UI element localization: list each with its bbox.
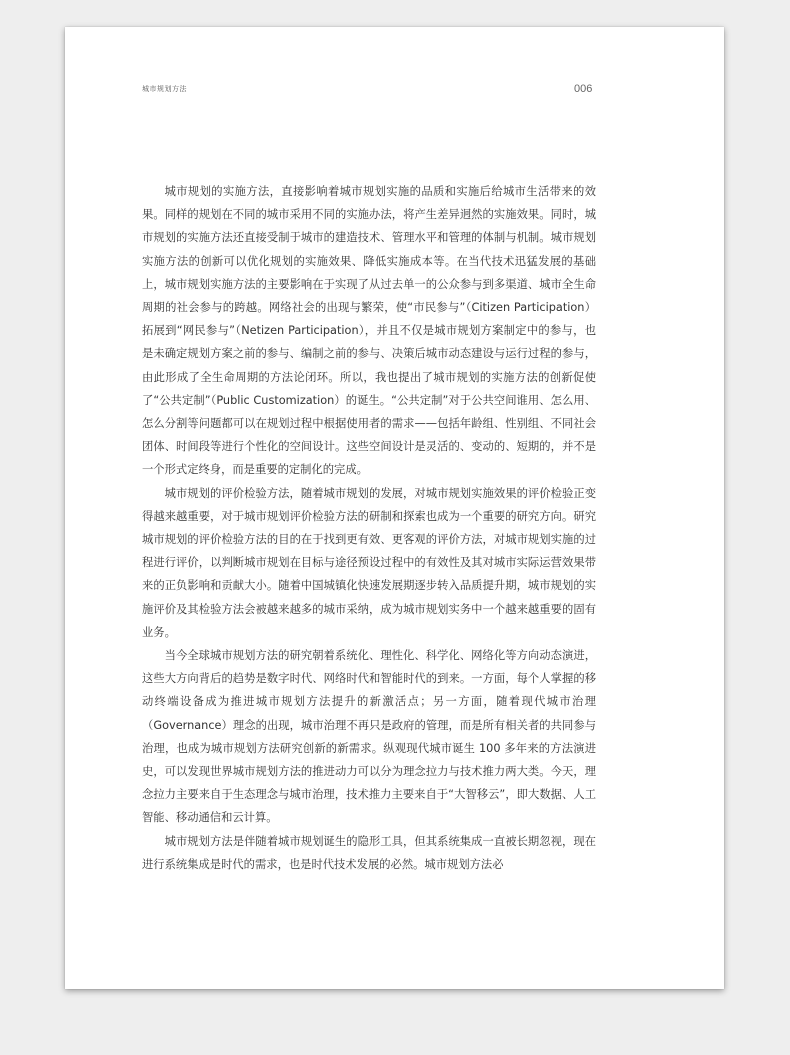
paragraph: 当今全球城市规划方法的研究朝着系统化、理性化、科学化、网络化等方向动态演进，这些大方向背后的趋势是数字时代、网络时代和智能时代的到来。一方面，每个人掌握的移动终端设备成为推进城市规划方法提升的新激活点；另一方面，随着现代城市治理（Governance）理念的出现，城市治理不再只是政府的管理，而是所有相关者的共同参与治理，也成为城市规划方法研究创新的新需求。纵观现代城市诞生 100 多年来的方法演进史，可以发现世界城市规划方法的推进动力可以分为理念拉力与技术推力两大类。今天，理念拉力主要来自于生态理念与城市治理，技术推力主要来自于“大智移云”，即大数据、人工智能、移动通信和云计算。	[142, 649, 596, 825]
body-text	[142, 180, 596, 876]
page-number: 006	[574, 83, 593, 95]
running-header-title: 城市规划方法	[142, 85, 187, 93]
paragraph: 城市规划的实施方法，直接影响着城市规划实施的品质和实施后给城市生活带来的效果。同样的规划在不同的城市采用不同的实施办法，将产生差异迥然的实施效果。同时，城市规划的实施方法还直接受制于城市的建造技术、管理水平和管理的体制与机制。城市规划实施方法的创新可以优化规划的实施效果、降低实施成本等。在当代技术迅猛发展的基础上，城市规划实施方法的主要影响在于实现了从过去单一的公众参与到多渠道、城市全生命周期的社会参与的跨越。网络社会的出现与繁荣，使“市民参与”（Citizen Participation）拓展到“网民参与”（Netizen Participation），并且不仅是城市规划方案制定中的参与，也是未确定规划方案之前的参与、编制之前的参与、决策后城市动态建设与运行过程的参与，由此形成了全生命周期的方法论闭环。所以，我也提出了城市规划的实施方法的创新促使了“公共定制”（Public Customization）的诞生。“公共定制”对于公共空间谁用、怎么用、怎么分割等问题都可以在规划过程中根据使用者的需求——包括年龄组、性别组、不同社会团体、时间段等进行个性化的空间设计。这些空间设计是灵活的、变动的、短期的，并不是一个形式定终身，而是重要的定制化的完成。	[142, 185, 596, 477]
paragraph: 城市规划的评价检验方法，随着城市规划的发展，对城市规划实施效果的评价检验正变得越来越重要，对于城市规划评价检验方法的研制和探索也成为一个重要的研究方向。研究城市规划的评价检验方法的目的在于找到更有效、更客观的评价方法，对城市规划实施的过程进行评价，以判断城市规划在目标与途径预设过程中的有效性及其对城市实际运营效果带来的正负影响和贡献大小。随着中国城镇化快速发展期逐步转入品质提升期，城市规划的实施评价及其检验方法会被越来越多的城市采纳，成为城市规划实务中一个越来越重要的固有业务。	[142, 486, 596, 639]
paragraph: 城市规划方法是伴随着城市规划诞生的隐形工具，但其系统集成一直被长期忽视，现在进行系统集成是时代的需求，也是时代技术发展的必然。城市规划方法必	[142, 834, 596, 871]
book-page	[65, 27, 724, 989]
